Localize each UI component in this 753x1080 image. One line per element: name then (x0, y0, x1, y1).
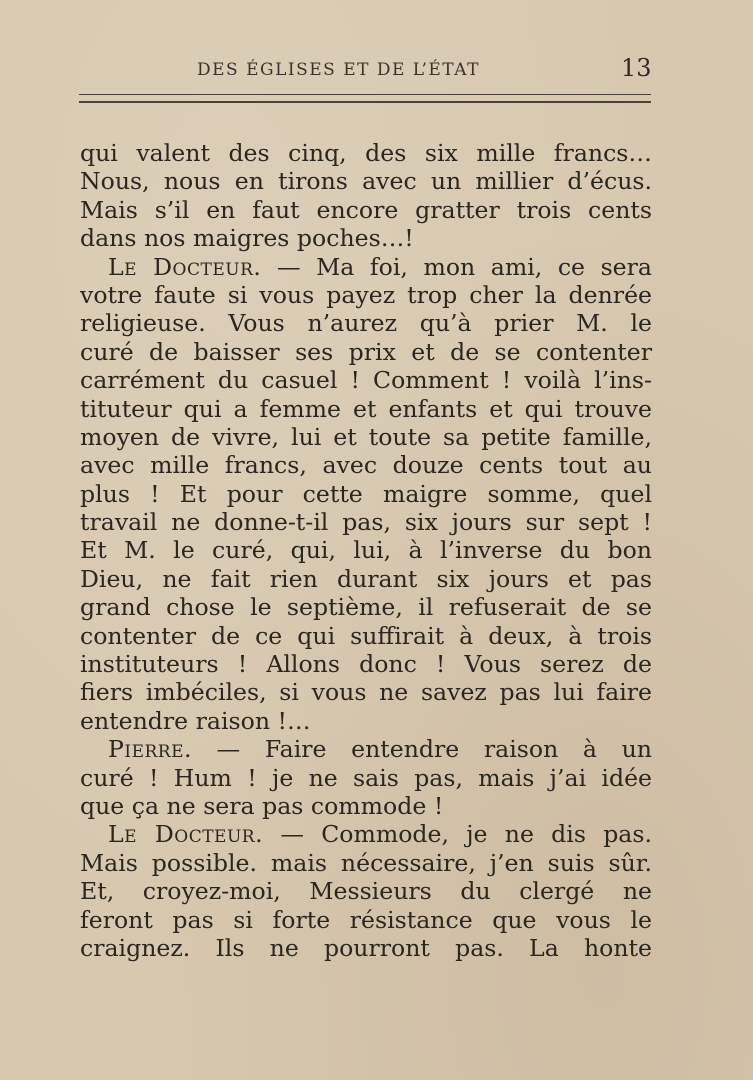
header-rule-thin (79, 94, 651, 95)
text-line (80, 877, 652, 905)
line-text: qui valent des cinq, des six mille francs… (80, 139, 652, 167)
text-line (80, 423, 652, 451)
line-text: moyen de vivre, lui et toute sa petite famille, (80, 422, 652, 451)
text-line (80, 820, 652, 848)
line-text: curé ! Hum ! je ne sais pas, mais j’ai idée (80, 763, 652, 792)
speaker-name: Le Docteur. (108, 252, 262, 281)
text-line (80, 338, 652, 366)
speaker-name: Le Docteur. (108, 820, 264, 849)
line-text: Mais possible. mais nécessaire, j’en suis sûr. (80, 848, 652, 877)
line-text: grand chose le septième, il refuserait de se (80, 593, 652, 622)
line-text: entendre raison !… (80, 706, 311, 735)
text-line (80, 735, 652, 763)
text-line (80, 593, 652, 621)
line-text: avec mille francs, avec douze cents tout au (80, 451, 652, 480)
line-text: Et, croyez-moi, Messieurs du clergé ne (80, 877, 652, 906)
text-line (80, 678, 652, 706)
text-line (80, 451, 652, 479)
line-text: contenter de ce qui suffirait à deux, à trois (80, 621, 652, 650)
text-line (80, 707, 652, 735)
line-text: — Ma foi, mon ami, ce sera (261, 252, 652, 281)
text-line (80, 253, 652, 281)
text-line (80, 764, 652, 792)
line-text: Nous, nous en tirons avec un millier d’écus. (80, 167, 652, 196)
line-text: Mais s’il en faut encore gratter trois cents (80, 195, 652, 224)
text-line (80, 480, 652, 508)
text-line (80, 224, 652, 252)
running-title: DES ÉGLISES ET DE L’ÉTAT (197, 60, 480, 80)
text-line (80, 281, 652, 309)
line-text: craignez. Ils ne pourront pas. La honte (80, 933, 652, 962)
line-text: plus ! Et pour cette maigre somme, quel (80, 479, 652, 508)
text-line (80, 934, 652, 962)
text-line (80, 622, 652, 650)
line-text: travail ne donne-t-il pas, six jours sur sept ! (80, 508, 652, 537)
text-line (80, 650, 652, 678)
line-text: dans nos maigres poches…! (80, 224, 414, 253)
body-text (80, 139, 652, 962)
text-line (80, 508, 652, 536)
line-text: tituteur qui a femme et enfants et qui trouve (80, 394, 652, 423)
text-line (80, 395, 652, 423)
text-line (80, 167, 652, 195)
line-text: feront pas si forte résistance que vous le (80, 905, 652, 934)
text-line (80, 792, 652, 820)
text-line (80, 536, 652, 564)
line-text: religieuse. Vous n’aurez qu’à prier M. le (80, 309, 652, 338)
text-line (80, 849, 652, 877)
text-line (80, 906, 652, 934)
line-text: Dieu, ne fait rien durant six jours et pas (80, 564, 652, 593)
line-text: votre faute si vous payez trop cher la denrée (80, 280, 652, 309)
line-text: que ça ne sera pas commode ! (80, 791, 444, 820)
text-line (80, 139, 652, 167)
line-text: Et M. le curé, qui, lui, à l’inverse du bon (80, 536, 652, 565)
text-line (80, 366, 652, 394)
line-text: instituteurs ! Allons donc ! Vous serez de (80, 650, 652, 679)
line-text: fiers imbéciles, si vous ne savez pas lui faire (80, 678, 652, 707)
line-text: carrément du casuel ! Comment ! voilà l’ins- (80, 366, 652, 395)
header-rule-thick (79, 101, 651, 103)
text-line (80, 196, 652, 224)
page-number: 13 (621, 54, 652, 82)
text-line (80, 565, 652, 593)
line-text: curé de baisser ses prix et de se contenter (80, 337, 652, 366)
speaker-name: Pierre. (108, 735, 193, 764)
text-line (80, 309, 652, 337)
line-text: — Commode, je ne dis pas. (263, 820, 652, 849)
line-text: — Faire entendre raison à un (192, 735, 652, 764)
